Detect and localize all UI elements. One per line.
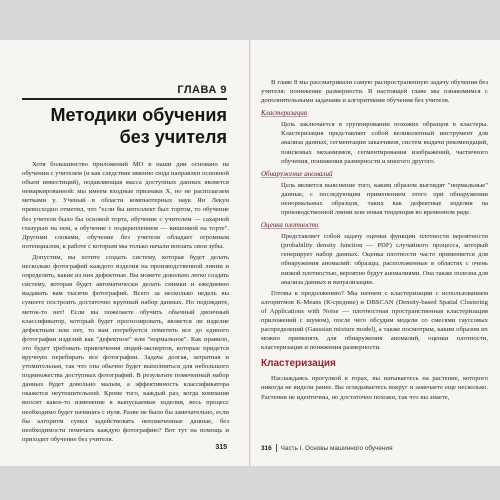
footer-part-title: Часть I. Основы машинного обучения	[280, 444, 393, 452]
term-title: Кластеризация	[261, 109, 308, 118]
paragraph: Цель заключается в группировании похожих образцов в кластеры. Кластеризация представляет собой великолепный инструмент для анализа данных, сегментации заказчиков, систем выдачи рекомендаций, поисковых механизмов, сегментирования изображений, частичного обучения, понижения размерности и многого другого.	[281, 121, 488, 165]
page-number: 315	[215, 444, 227, 451]
term-title: Обнаружение аномалий	[261, 169, 333, 178]
term-definition	[261, 232, 488, 287]
book-spread	[0, 40, 500, 466]
chapter-label: ГЛАВА 9	[177, 84, 227, 96]
term-definition	[261, 181, 488, 217]
chapter-title: Методики обучения без учителя	[50, 105, 227, 147]
left-body-text	[22, 160, 229, 446]
right-page	[250, 40, 500, 466]
right-body-text	[261, 78, 488, 404]
paragraph: Цель является выяснение того, каким образом выглядят "нормальные" данные, с последующим применением этого при обнаружении ненормальных образцов, таких как дефектные изделия на производственной линии или новая тенденция во временном ряде.	[281, 181, 488, 217]
footer-divider	[276, 444, 277, 452]
left-page	[0, 40, 250, 466]
paragraph: Хотя большинство приложений МО в наши дни основано на обучении с учителем (и как следствие именно сюда направлен основной объем инвестиций), подавляющая масса доступных данных является немаркированной: мы имеем входные признаки X, но не располагаем метками y. Ученый в области компьютерных наук Ян Лекун превосходно отметил, что "если бы интеллект был тортом, то обучение без учителя было бы основой торта, обучение с учителем — сахарной глазурью на нем, а обучение с подкреплением — вишенкой на торте". Другими словами, обучение без учителя обладает огромным потенциалом, к работе с которым мы только начали вонзать свои зубы.	[22, 161, 229, 250]
paragraph: В главе 8 мы рассматривали самую распространенную задачу обучения без учителя: понижение размерности. В настоящей главе мы ознакомимся с дополнительными задачами и алгоритмами обучения без учителя.	[261, 79, 488, 105]
chapter-rule	[22, 98, 227, 100]
running-footer	[261, 444, 393, 452]
term-definition	[261, 120, 488, 165]
paragraph: Представляет собой задачу оценки функции плотности вероятности (probability density function — PDF) случайного процесса, который генерирует набор данных. Оценка плотности часто применяется для обнаружения аномалий: образцы, расположенные в областях с очень низкой плотностью, вероятно будут аномалиями. Она также полезна для анализа данных и визуализации.	[281, 233, 488, 286]
section-heading: Кластеризация	[261, 358, 336, 370]
term-title: Оценка плотности	[261, 221, 319, 230]
paragraph: Допустим, вы хотите создать систему, которая будет делать несколько фотографий каждого изделия на производственной линии и определять, какие из них дефектные. Вы можете довольно легко создать систему, которая будет автоматически делать снимки и ежедневно выдавать вам тысячи фотографий. Всего за несколько недель вы сумеете построить достаточно крупный набор данных. Но подождите, меток-то нет! Если вы пожелаете обучить обычный двоичный классификатор, который будет прогнозировать, является ли изделие дефектным или нет, то вам потребуется пометить все до единого фотографии изделий как "дефектное" или "нормальное". Как правило, это будет требовать привлечения людей-экспертов, которые придется вручную перебирать все фотографии. Задача долгая, затратная и утомительная, так что она обычно будет выполняться для небольшого подмножества доступных фотографий. В результате помеченный набор данных будет довольно малым, а эффективность классификатора окажется неутешительной. Кроме того, каждый раз, когда компания вносит какое-то изменение в выпускаемые изделия, весь процесс необходимо будет начинать с нуля. Разве не было бы замечательно, если бы алгоритм сумел задействовать непомеченные данные, без необходимости помечать каждую фотографию? Вот тут на помощь и приходит обучение без учителя.	[22, 253, 229, 443]
paragraph: Наслаждаясь прогулкой в горах, вы натыкаетесь на растение, которого никогда не видели ранее. Вы оглядываетесь вокруг и замечаете еще несколько. Растения не идентичны, но достаточно похожи, так что вы знаете,	[261, 375, 488, 401]
paragraph: Готовы к продолжению? Мы начнем с кластеризации с использованием алгоритмов K-Means (K-средние) и DBSCAN (Density-based Spatial Clustering of Applications with Noise — плотностная пространственная кластеризация приложений с шумом), после чего обсудим модели со смесями гауссовых распределений (Gaussian mixture model), а также посмотрим, каким образом их можно применять для обнаружения аномалий, оценки плотности, кластеризации и понижения размерности.	[261, 289, 488, 352]
page-number: 316	[261, 444, 272, 452]
